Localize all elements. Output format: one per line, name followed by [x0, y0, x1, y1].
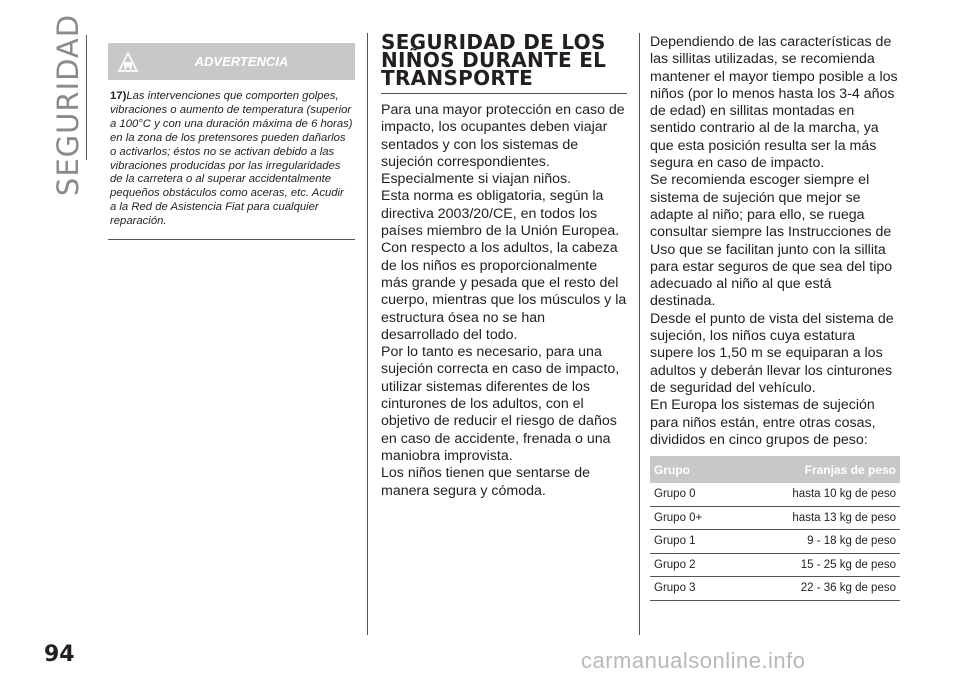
article-heading: SEGURIDAD DE LOS NIÑOS DURANTE EL TRANSPORTE	[381, 30, 607, 90]
column-header-group: Grupo	[650, 456, 734, 483]
warning-header	[108, 43, 355, 80]
paragraph: Por lo tanto es necesario, para una sujeción correcta en caso de impacto, utilizar sistemas diferentes de los cinturones de los adultos, con el objetivo de reducir el riesgo de daños en caso de accidente, frenada o una maniobra improvista.	[381, 344, 620, 464]
column-divider-middle	[367, 33, 368, 635]
table-row	[650, 553, 900, 577]
weight-cell: 22 - 36 kg de peso	[734, 577, 900, 601]
column-divider-right	[639, 33, 640, 635]
weight-cell: hasta 10 kg de peso	[734, 483, 900, 506]
paragraph: Dependiendo de las características de las sillitas utilizadas, se recomienda mantener el mayor tiempo posible a los niños (por lo menos hasta los 3-4 años de edad) en sillitas montadas en sentido contrario al de la marcha, ya que esta posición resulta ser la más segura en caso de impacto.	[650, 34, 898, 172]
warning-box	[108, 43, 355, 240]
group-cell: Grupo 0+	[650, 506, 734, 530]
paragraph: Esta norma es obligatoria, según la directiva 2003/20/CE, en todos los países miembro de la Unión Europea.	[381, 188, 620, 240]
table-row	[650, 483, 900, 506]
paragraph: Con respecto a los adultos, la cabeza de los niños es proporcionalmente más grande y pesada que el resto del cuerpo, mientras que los músculos y la estructura ósea no se han desarrollado del todo.	[381, 240, 627, 343]
heading-rule	[381, 93, 627, 94]
section-tab	[48, 13, 88, 197]
table-row	[650, 577, 900, 601]
car-alert-icon	[117, 51, 139, 73]
weight-cell: 15 - 25 kg de peso	[734, 553, 900, 577]
paragraph: Los niños tienen que sentarse de manera segura y cómoda.	[381, 465, 591, 499]
paragraph: Se recomienda escoger siempre el sistema de sujeción que mejor se adapte al niño; para ello, se ruega consultar siempre las Instrucciones de Uso que se facilitan junto con la sillita para estar seguros de que sea del tipo adecuado al niño al que está destinada.	[650, 172, 893, 310]
group-cell: Grupo 2	[650, 553, 734, 577]
column-divider-left	[86, 35, 87, 160]
paragraph: Especialmente si viajan niños.	[381, 171, 572, 188]
warning-text-block	[108, 80, 355, 240]
article-column-right	[650, 34, 900, 449]
warning-title: ADVERTENCIA	[194, 54, 289, 69]
watermark-text: carmanualsonline.info	[581, 648, 806, 673]
table-row	[650, 506, 900, 530]
table-header-row	[650, 456, 900, 483]
group-cell: Grupo 0	[650, 483, 734, 506]
weight-cell: hasta 13 kg de peso	[734, 506, 900, 530]
table-row	[650, 530, 900, 554]
page-number: 94	[44, 642, 75, 667]
paragraph: En Europa los sistemas de sujeción para niños están, entre otras cosas, divididos en cinco grupos de peso:	[650, 397, 876, 448]
column-header-weight: Franjas de peso	[734, 456, 900, 483]
warning-note-number: 17)	[110, 90, 127, 102]
paragraph: Desde el punto de vista del sistema de sujeción, los niños cuya estatura supere los 1,50 m se equiparan a los adultos y deberán llevar los cinturones de seguridad del vehículo.	[650, 310, 894, 396]
article-column-middle	[381, 30, 627, 500]
paragraph: Para una mayor protección en caso de impacto, los ocupantes deben viajar sentados y con los sistemas de sujeción correspondientes.	[381, 102, 625, 170]
section-title: SEGURIDAD	[51, 13, 85, 197]
group-cell: Grupo 3	[650, 577, 734, 601]
weight-cell: 9 - 18 kg de peso	[734, 530, 900, 554]
group-cell: Grupo 1	[650, 530, 734, 554]
weight-groups-table	[650, 456, 900, 601]
warning-text: Las intervenciones que comporten golpes, vibraciones o aumento de temperatura (superior a 100°C y con una duración máxima de 6 horas) en la zona de los pretensores pueden dañarlos o activarlos; éstos no se activan debido a las vibraciones producidas por las irregularidades de la carretera o al superar accidentalmente pequeños obstáculos como aceras, etc. Acudir a la Red de Asistencia Fiat para cualquier reparación.	[110, 90, 353, 228]
